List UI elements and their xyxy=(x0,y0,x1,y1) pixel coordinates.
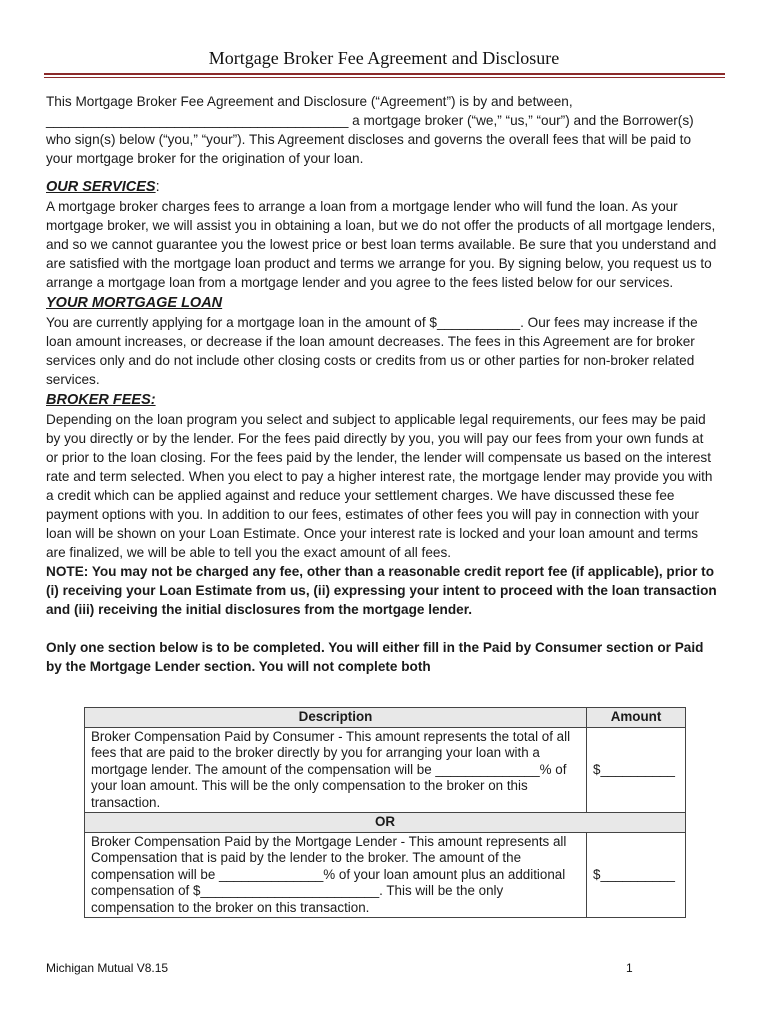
table-row-lender xyxy=(85,832,686,918)
footer-version: Michigan Mutual V8.15 xyxy=(46,961,169,975)
table-header-row xyxy=(85,708,686,728)
lender-description: Broker Compensation Paid by the Mortgage Lender - This amount represents all Compensation that is paid by the lender to the broker. The amount of the compensation will be ______________% of your loan amount plus an additional compensation of $________________________. This will be the only compensation to the broker on this transaction. xyxy=(85,832,587,918)
only-one-instruction: Only one section below is to be completed. You will either fill in the Paid by Consumer section or Paid by the Mortgage Lender section. You will not complete both xyxy=(46,640,704,674)
section-body-broker-fees: Depending on the loan program you select and subject to applicable legal requirements, our fees may be paid by you directly or by the lender. For the fees paid directly by you, you will pay our fees from your own funds at or prior to the loan closing. For the fees paid by the lender, the lender will compensate us based on the interest rate and term selected. When you elect to pay a higher interest rate, the mortgage lender may provide you with a credit which can be applied against and reduce your settlement charges. We have discussed these fee payment options with you. In addition to our fees, estimates of other fees you will pay in connection with your loan will be shown on your Loan Estimate. Once your interest rate is locked and your loan amount and terms are finalized, we will be able to tell you the exact amount of all fees. xyxy=(46,412,713,560)
header-description: Description xyxy=(85,708,587,728)
header-amount: Amount xyxy=(587,708,686,728)
document-body xyxy=(46,92,718,676)
section-body-your-mortgage-loan: You are currently applying for a mortgage loan in the amount of $___________. Our fees may increase if the loan amount increases, or decrease if the loan amount decreases. The fees in this Agreement are for broker services only and do not include other closing costs or credits from us or other parties for non-broker related services. xyxy=(46,315,698,387)
page-number: 1 xyxy=(626,961,633,975)
section-heading-our-services: OUR SERVICES: xyxy=(46,179,160,195)
lender-amount-field[interactable]: $__________ xyxy=(587,832,686,918)
section-body-our-services: A mortgage broker charges fees to arrange a loan from a mortgage lender who will fund the loan. As your mortgage broker, we will assist you in obtaining a loan, but we do not offer the products of all mortgage lenders, and so we cannot guarantee you the lowest price or best loan terms available. Be sure that you understand and are satisfied with the mortgage loan product and terms we arrange for you. By signing below, you request us to arrange a mortgage loan from a mortgage lender and you agree to the fees listed below for our services. xyxy=(46,199,717,290)
title-rule-thin xyxy=(44,77,725,78)
or-label: OR xyxy=(85,813,686,833)
consumer-description: Broker Compensation Paid by Consumer - This amount represents the total of all fees that are paid to the broker directly by you for arranging your loan with a mortgage lender. The amount of the compensation will be ______________% of your loan amount. This will be the only compensation to the broker on this transaction. xyxy=(85,727,587,813)
compensation-table xyxy=(84,707,686,918)
note-paragraph: NOTE: You may not be charged any fee, other than a reasonable credit report fee (if applicable), prior to (i) receiving your Loan Estimate from us, (ii) expressing your intent to proceed with the loan transaction and (iii) receiving the initial disclosures from the mortgage lender. xyxy=(46,564,717,617)
section-heading-your-mortgage-loan: YOUR MORTGAGE LOAN xyxy=(46,295,223,311)
title-rule xyxy=(44,73,725,75)
consumer-amount-field[interactable]: $__________ xyxy=(587,727,686,813)
document-title: Mortgage Broker Fee Agreement and Disclosure xyxy=(208,48,560,68)
table-row-consumer xyxy=(85,727,686,813)
table-or-row xyxy=(85,813,686,833)
intro-paragraph: This Mortgage Broker Fee Agreement and Disclosure (“Agreement”) is by and between, ________________________________________ a mortgage broker (“we,” “us,” “our”) and the Borrower(s) who sign(s) below (“you,” “your”). This Agreement discloses and governs the overall fees that will be paid to your mortgage broker for the origination of your loan. xyxy=(46,94,694,166)
section-heading-broker-fees: BROKER FEES: xyxy=(46,392,156,408)
